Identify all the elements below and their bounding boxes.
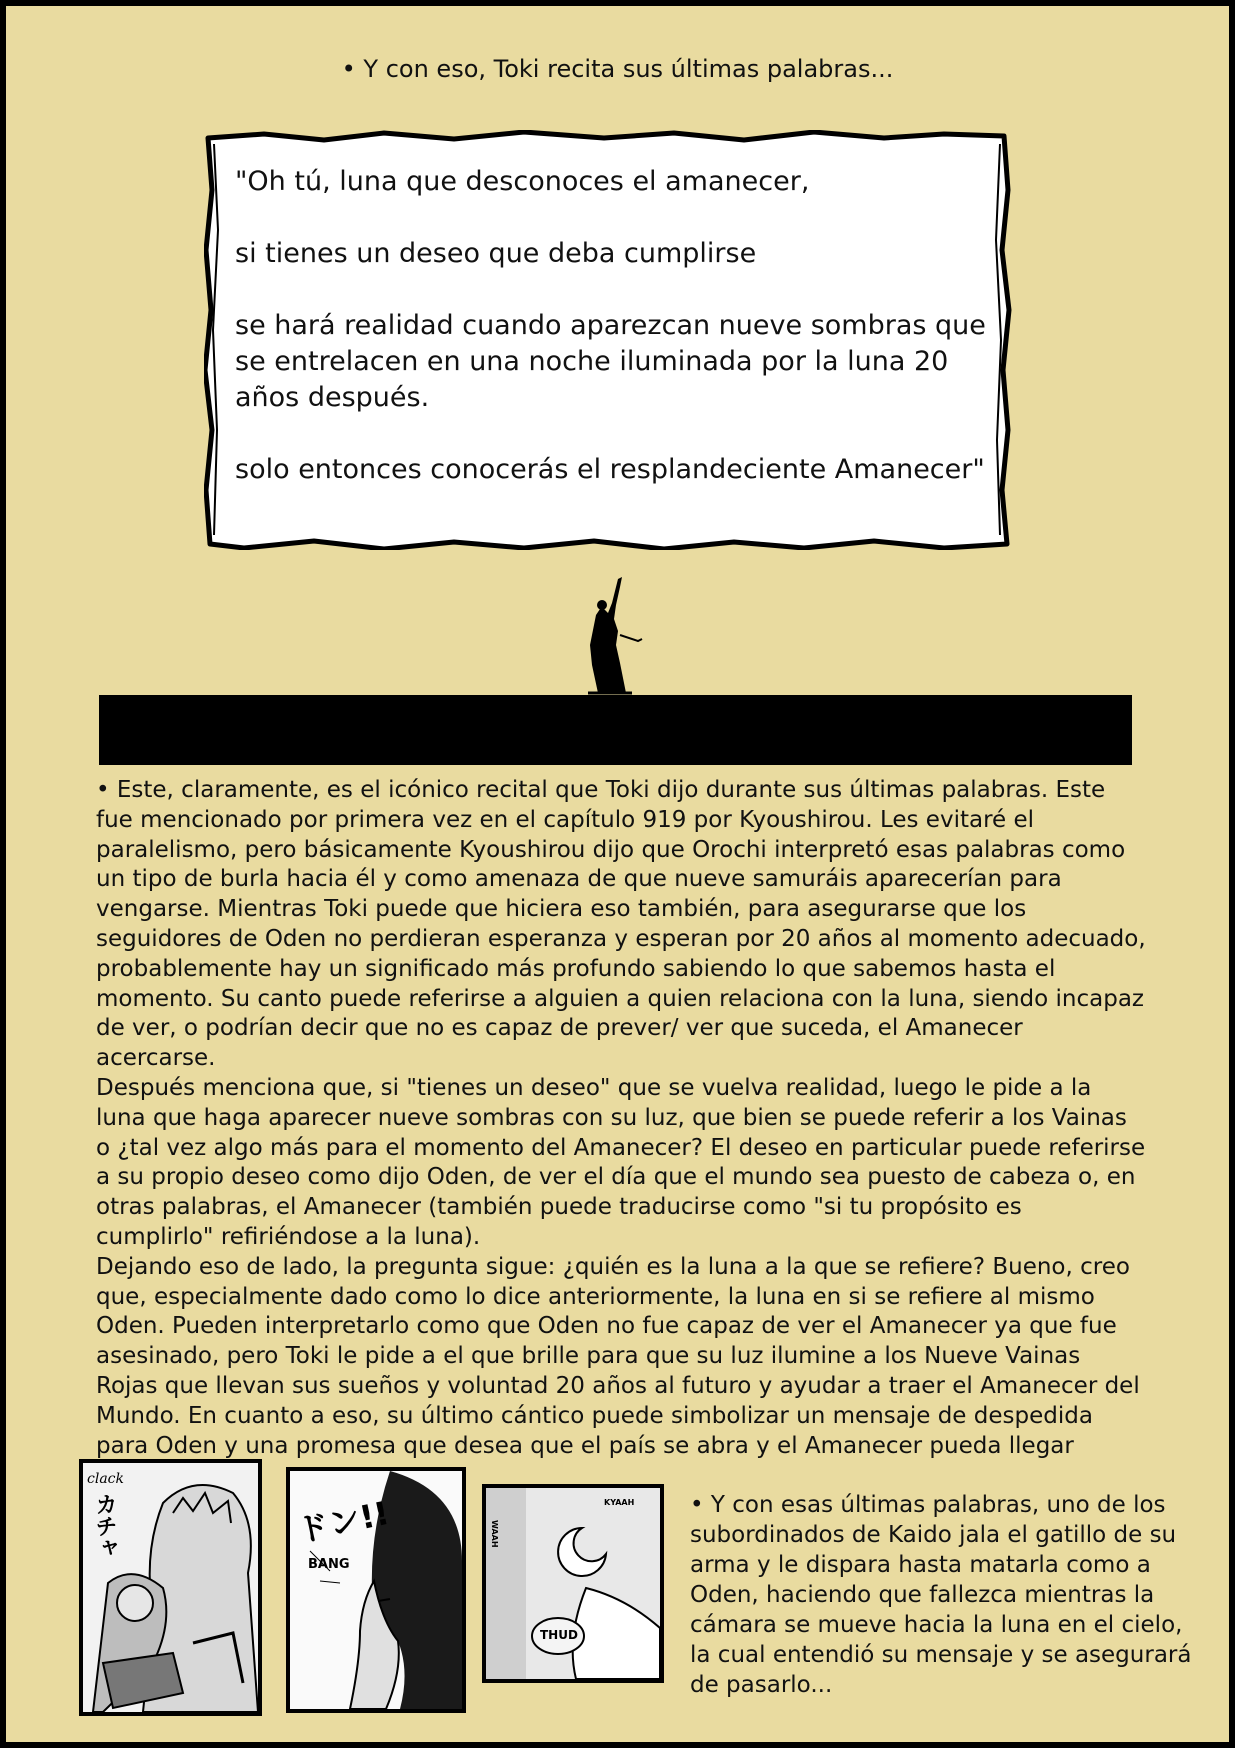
manga-panel-moon [482,1484,664,1683]
sfx-waah: WAAH [490,1520,499,1548]
body-paragraph: • Este, claramente, es el icónico recital que Toki dijo durante sus últimas palabras. Este fue mencionado por primera vez en el capítulo 919 por Kyoushirou. Les evitaré el paralelismo, pero básicamente Kyoushirou dijo que Orochi interpretó esas palabras como un tipo de burla hacia él y como amenaza de que nueve samuráis aparecerían para vengarse. Mientras Toki puede que hiciera eso también, para asegurarse que los seguidores de Oden no perdieran esperanza y esperan por 20 años al momento adecuado, probablemente hay un significado más profundo sabiendo lo que sabemos hasta el momento. Su canto puede referirse a alguien a quien relaciona con la luna, siendo incapaz de ver, o podrían decir que no es capaz de prever/ ver que suceda, el Amanecer acercarse. [96,777,1146,1072]
sfx-kana: ドン!! [293,1493,393,1551]
poem-line: si tienes un deseo que deba cumplirse [235,238,757,269]
sfx-bang: BANG [308,1557,350,1572]
poem-line: se hará realidad cuando aparezcan nueve sombras que se entrelacen en una noche iluminada por la luna 20 años después. [235,310,986,413]
sfx-clack: clack [87,1471,124,1487]
sfx-kyaah: KYAAH [604,1498,635,1507]
poem-line: "Oh tú, luna que desconoces el amanecer, [235,166,810,197]
sfx-thud: THUD [540,1628,578,1642]
toki-silhouette [560,575,650,695]
manga-panel-clack [79,1459,262,1716]
body-text [96,776,1146,1461]
body-paragraph: Después menciona que, si "tienes un deseo" que se vuelva realidad, luego le pide a la luna que haga aparecer nueve sombras con su luz, que bien se puede referir a los Vainas o ¿tal vez algo más para el momento del Amanecer? El deseo en particular puede referirse a su propio deseo como dijo Oden, de ver el día que el mundo sea puesto de cabeza o, en otras palabras, el Amanecer (también puede traducirse como "si tu propósito es cumplirlo" refiriéndose a la luna). [96,1074,1146,1250]
sfx-kana: カチャ [92,1493,117,1559]
intro-text: • Y con eso, Toki recita sus últimas palabras... [341,55,894,83]
poem-text [235,164,995,524]
poem-line: solo entonces conocerás el resplandeciente Amanecer" [235,454,985,485]
manga-panel-bang [286,1467,466,1713]
side-text: • Y con esas últimas palabras, uno de los subordinados de Kaido jala el gatillo de su arma y le dispara hasta matarla como a Oden, haciendo que fallezca mientras la cámara se mueve hacia la luna en el cielo, la cual entendió su mensaje y se asegurará de pasarlo... [690,1492,1192,1698]
body-paragraph: Dejando eso de lado, la pregunta sigue: ¿quién es la luna a la que se refiere? Bueno, creo que, especialmente dado como lo dice anteriormente, la luna en si se refiere al mismo Oden. Pueden interpretarlo como que Oden no fue capaz de ver el Amanecer ya que fue asesinado, pero Toki le pide a el que brille para que su luz ilumine a los Nueve Vainas Rojas que llevan sus sueños y voluntad 20 años al futuro y ayudar a traer el Amanecer del Mundo. En cuanto a eso, su último cántico puede simbolizar un mensaje de despedida para Oden y una promesa que desea que el país se abra y el Amanecer pueda llegar [96,1253,1140,1459]
redaction-bar [99,695,1132,765]
